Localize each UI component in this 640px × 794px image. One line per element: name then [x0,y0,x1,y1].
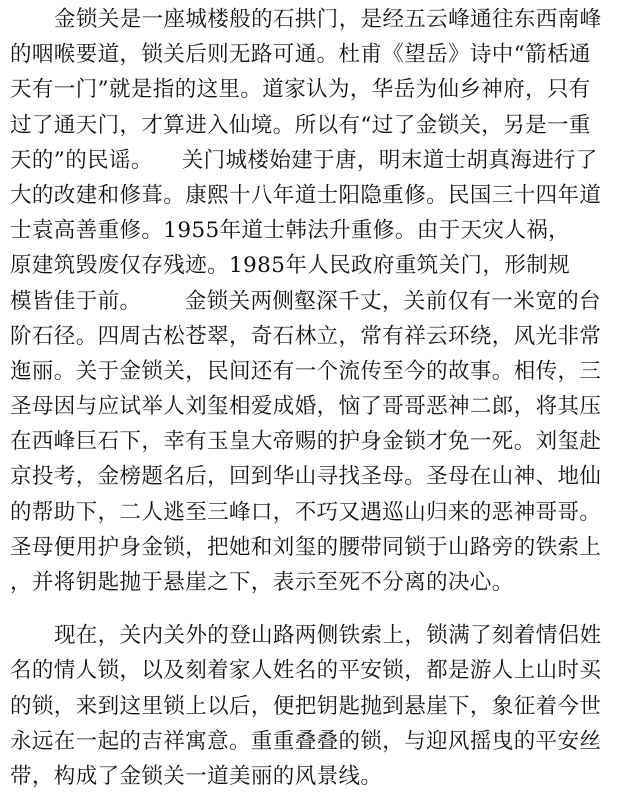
text-line: 的帮助下，二人逃至三峰口，不巧又遇巡山归来的恶神哥哥。 [10,499,602,525]
text-line: 现在，关内关外的登山路两侧铁索上，锁满了刻着情侣姓 [54,623,602,649]
text-line: 天的”的民谣。 关门城楼始建于唐，明末道士胡真海进行了 [10,147,598,173]
paragraph-1 [10,2,636,600]
text-line: 圣母因与应试举人刘玺相爱成婚，恼了哥哥恶神二郎，将其压 [10,394,602,420]
text-line: 的咽喉要道，锁关后则无路可通。杜甫《望岳》诗中“箭栝通 [10,42,591,68]
text-line: 大的改建和修葺。康熙十八年道士阳隐重修。民国三十四年道 [10,182,602,208]
paragraph-gap [10,600,636,618]
text-line: 模皆佳于前。 金锁关两侧壑深千丈，关前仅有一米宽的台 [10,288,601,314]
paragraph-2 [10,618,636,794]
text-line: ，并将钥匙抛于悬崖之下，表示至死不分离的决心。 [10,570,514,595]
text-line: 在西峰巨石下，幸有玉皇大帝赐的护身金锁才免一死。刘玺赴 [10,429,602,455]
text-line: 名的情人锁，以及刻着家人姓名的平安锁，都是游人上山时买 [10,658,602,684]
text-line: 金锁关是一座城楼般的石拱门，是经五云峰通往东西南峰 [54,7,602,32]
text-line: 京投考，金榜题名后，回到华山寻找圣母。圣母在山神、地仙 [10,464,602,490]
text-line: 原建筑毁废仅存残迹。1985年人民政府重筑关门，形制规 [10,253,571,279]
text-line: 迤丽。关于金锁关，民间还有一个流传至今的故事。相传，三 [10,358,602,384]
text-line: 士袁高善重修。1955年道士韩法升重修。由于天灾人祸， [10,218,571,244]
document-page [10,2,636,794]
text-line: 天有一门”就是指的这里。道家认为，华岳为仙乡神府，只有 [10,77,591,103]
text-line: 永远在一起的吉祥寓意。重重叠叠的锁，与迎风摇曳的平安丝 [10,728,602,754]
text-line: 带，构成了金锁关一道美丽的风景线。 [10,763,383,789]
text-line: 过了通天门，才算进入仙境。所以有“过了金锁关，另是一重 [10,112,591,138]
text-line: 阶石径。四周古松苍翠，奇石林立，常有祥云环绕，风光非常 [10,323,602,349]
text-line: 圣母便用护身金锁，把她和刘玺的腰带同锁于山路旁的铁索上 [10,534,602,560]
text-line: 的锁，来到这里锁上以后，便把钥匙抛到悬崖下，象征着今世 [10,693,602,719]
